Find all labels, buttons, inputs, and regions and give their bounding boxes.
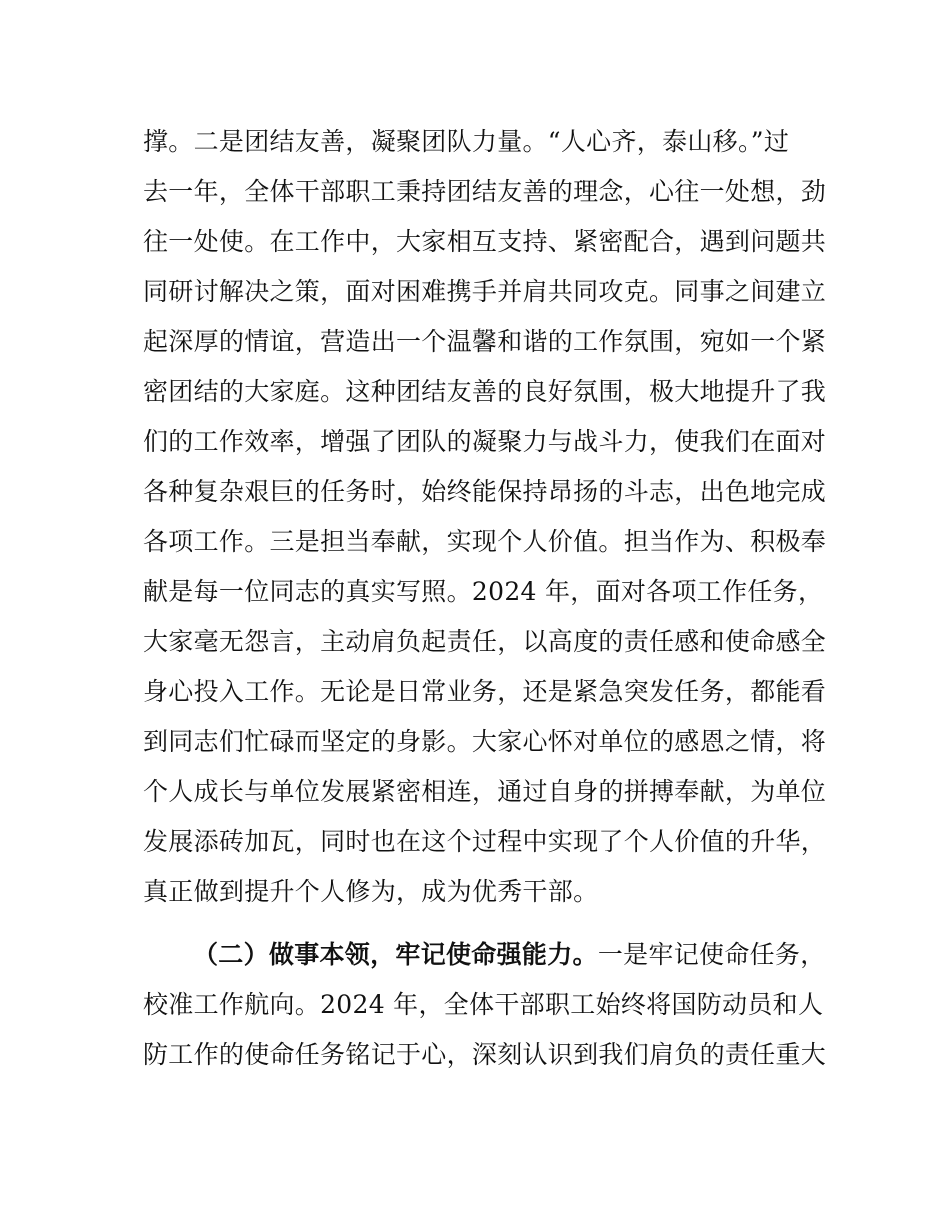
paragraph-line: 撑。二是团结友善，凝聚团队力量。“人心齐，泰山移。”过 (143, 127, 790, 156)
paragraph-line: 往一处使。在工作中，大家相互支持、紧密配合，遇到问题共 (143, 227, 827, 256)
paragraph-line: 起深厚的情谊，营造出一个温馨和谐的工作氛围，宛如一个紧 (143, 327, 827, 356)
paragraph-line: 发展添砖加瓦，同时也在这个过程中实现了个人价值的升华， (143, 827, 827, 856)
section-heading: （二）做事本领，牢记使命强能力。 (193, 940, 598, 969)
paragraph-line: 去一年，全体干部职工秉持团结友善的理念，心往一处想，劲 (143, 177, 827, 206)
paragraph-line: 密团结的大家庭。这种团结友善的良好氛围，极大地提升了我 (143, 377, 827, 406)
paragraph-line: 各项工作。三是担当奉献，实现个人价值。担当作为、积极奉 (143, 527, 827, 556)
paragraph-line: 身心投入工作。无论是日常业务，还是紧急突发任务，都能看 (143, 677, 827, 706)
paragraph-line: 各种复杂艰巨的任务时，始终能保持昂扬的斗志，出色地完成 (143, 477, 827, 506)
paragraph-line: 校准工作航向。2024 年，全体干部职工始终将国防动员和人 (143, 990, 824, 1019)
section-heading-continuation: 一是牢记使命任务， (597, 940, 826, 969)
paragraph-line: 献是每一位同志的真实写照。2024 年，面对各项工作任务， (143, 577, 824, 606)
paragraph-line: 们的工作效率，增强了团队的凝聚力与战斗力，使我们在面对 (143, 427, 827, 456)
paragraph-line: 真正做到提升个人修为，成为优秀干部。 (143, 877, 599, 906)
paragraph-line: 同研讨解决之策，面对困难携手并肩共同攻克。同事之间建立 (143, 277, 827, 306)
paragraph-line: 大家毫无怨言，主动肩负起责任，以高度的责任感和使命感全 (143, 627, 827, 656)
paragraph-line: 个人成长与单位发展紧密相连，通过自身的拼搏奉献，为单位 (143, 777, 827, 806)
section-heading-line (193, 940, 865, 970)
paragraph-line: 到同志们忙碌而坚定的身影。大家心怀对单位的感恩之情，将 (143, 727, 827, 756)
paragraph-line: 防工作的使命任务铭记于心，深刻认识到我们肩负的责任重大 (143, 1040, 827, 1069)
